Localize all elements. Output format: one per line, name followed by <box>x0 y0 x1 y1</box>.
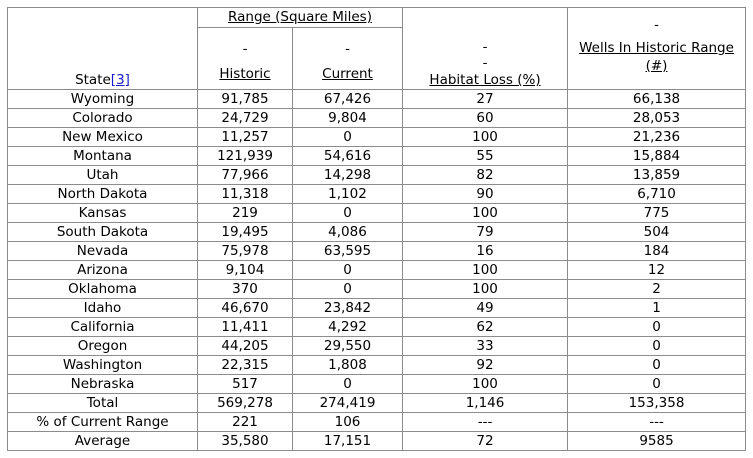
state-cell: Average <box>8 432 198 451</box>
table-row <box>8 394 746 413</box>
state-cell: Idaho <box>8 299 198 318</box>
wells-cell: 28,053 <box>568 109 746 128</box>
state-cell: Washington <box>8 356 198 375</box>
state-cell: Kansas <box>8 204 198 223</box>
wells-label-line1: Wells In Historic Range <box>579 40 734 56</box>
state-cell: Colorado <box>8 109 198 128</box>
state-cell: New Mexico <box>8 128 198 147</box>
historic-cell: 46,670 <box>198 299 293 318</box>
historic-cell: 11,411 <box>198 318 293 337</box>
wells-cell: 504 <box>568 223 746 242</box>
current-cell: 274,419 <box>293 394 403 413</box>
wells-cell: 2 <box>568 280 746 299</box>
state-header-label: State <box>75 72 111 88</box>
current-cell: 23,842 <box>293 299 403 318</box>
wells-cell: 12 <box>568 261 746 280</box>
table-row <box>8 223 746 242</box>
habitat-loss-cell: 49 <box>403 299 568 318</box>
table-row <box>8 432 746 451</box>
state-cell: Nebraska <box>8 375 198 394</box>
current-cell: 14,298 <box>293 166 403 185</box>
habitat-loss-cell: 100 <box>403 375 568 394</box>
current-cell: 106 <box>293 413 403 432</box>
habitat-loss-cell: 27 <box>403 90 568 109</box>
wells-cell: 9585 <box>568 432 746 451</box>
habitat-loss-cell: 55 <box>403 147 568 166</box>
state-cell: Nevada <box>8 242 198 261</box>
table-row <box>8 375 746 394</box>
wells-cell: 775 <box>568 204 746 223</box>
state-cell: Wyoming <box>8 90 198 109</box>
historic-column-header <box>198 28 293 90</box>
state-column-header <box>8 8 198 90</box>
habitat-loss-cell: 100 <box>403 261 568 280</box>
historic-cell: 91,785 <box>198 90 293 109</box>
wells-cell: 184 <box>568 242 746 261</box>
current-label: Current <box>322 66 373 82</box>
habitat-loss-cell: --- <box>403 413 568 432</box>
state-cell: % of Current Range <box>8 413 198 432</box>
wells-cell: 6,710 <box>568 185 746 204</box>
state-cell: Arizona <box>8 261 198 280</box>
table-row <box>8 337 746 356</box>
current-cell: 17,151 <box>293 432 403 451</box>
current-cell: 54,616 <box>293 147 403 166</box>
habitat-loss-cell: 100 <box>403 280 568 299</box>
table-row <box>8 147 746 166</box>
current-cell: 63,595 <box>293 242 403 261</box>
historic-cell: 9,104 <box>198 261 293 280</box>
sage-grouse-range-table <box>7 7 746 451</box>
table-row <box>8 185 746 204</box>
state-cell: South Dakota <box>8 223 198 242</box>
wells-cell: 0 <box>568 375 746 394</box>
historic-cell: 11,257 <box>198 128 293 147</box>
current-cell: 4,292 <box>293 318 403 337</box>
table-row <box>8 128 746 147</box>
historic-cell: 569,278 <box>198 394 293 413</box>
wells-column-header <box>568 8 746 90</box>
state-cell: North Dakota <box>8 185 198 204</box>
habitat-loss-dash-1: - <box>482 39 488 55</box>
habitat-loss-cell: 100 <box>403 128 568 147</box>
table-row <box>8 261 746 280</box>
wells-label-line2: (#) <box>645 58 668 74</box>
current-cell: 0 <box>293 280 403 299</box>
historic-cell: 221 <box>198 413 293 432</box>
current-column-header <box>293 28 403 90</box>
habitat-loss-label: Habitat Loss (%) <box>429 72 541 88</box>
habitat-loss-cell: 82 <box>403 166 568 185</box>
state-cell: Oregon <box>8 337 198 356</box>
habitat-loss-cell: 62 <box>403 318 568 337</box>
historic-cell: 77,966 <box>198 166 293 185</box>
wells-cell: 0 <box>568 356 746 375</box>
historic-cell: 517 <box>198 375 293 394</box>
table-row <box>8 109 746 128</box>
wells-cell: 153,358 <box>568 394 746 413</box>
historic-cell: 19,495 <box>198 223 293 242</box>
historic-cell: 22,315 <box>198 356 293 375</box>
current-cell: 67,426 <box>293 90 403 109</box>
habitat-loss-cell: 90 <box>403 185 568 204</box>
historic-cell: 44,205 <box>198 337 293 356</box>
habitat-loss-cell: 33 <box>403 337 568 356</box>
historic-label: Historic <box>219 66 271 82</box>
table-row <box>8 280 746 299</box>
historic-cell: 35,580 <box>198 432 293 451</box>
wells-cell: 1 <box>568 299 746 318</box>
wells-dash: - <box>654 17 659 33</box>
historic-cell: 370 <box>198 280 293 299</box>
wells-cell: 0 <box>568 318 746 337</box>
current-cell: 1,102 <box>293 185 403 204</box>
current-cell: 1,808 <box>293 356 403 375</box>
current-dash: - <box>345 41 350 57</box>
state-cell: Utah <box>8 166 198 185</box>
state-reference-link[interactable]: [3] <box>110 72 130 88</box>
habitat-loss-dash-2: - <box>482 55 488 71</box>
wells-cell: 21,236 <box>568 128 746 147</box>
wells-cell: 0 <box>568 337 746 356</box>
habitat-loss-cell: 79 <box>403 223 568 242</box>
state-cell: California <box>8 318 198 337</box>
habitat-loss-cell: 100 <box>403 204 568 223</box>
wells-cell: --- <box>568 413 746 432</box>
current-cell: 9,804 <box>293 109 403 128</box>
habitat-loss-cell: 16 <box>403 242 568 261</box>
state-cell: Total <box>8 394 198 413</box>
habitat-loss-cell: 72 <box>403 432 568 451</box>
table-body <box>8 90 746 451</box>
wells-cell: 66,138 <box>568 90 746 109</box>
table-row <box>8 413 746 432</box>
habitat-loss-cell: 1,146 <box>403 394 568 413</box>
current-cell: 0 <box>293 375 403 394</box>
habitat-loss-cell: 92 <box>403 356 568 375</box>
table-row <box>8 242 746 261</box>
historic-cell: 219 <box>198 204 293 223</box>
state-cell: Montana <box>8 147 198 166</box>
historic-cell: 75,978 <box>198 242 293 261</box>
current-cell: 29,550 <box>293 337 403 356</box>
current-cell: 0 <box>293 261 403 280</box>
table-row <box>8 90 746 109</box>
historic-cell: 121,939 <box>198 147 293 166</box>
current-cell: 0 <box>293 128 403 147</box>
historic-cell: 24,729 <box>198 109 293 128</box>
table-row <box>8 299 746 318</box>
table-row <box>8 318 746 337</box>
table-row <box>8 204 746 223</box>
table-row <box>8 166 746 185</box>
wells-cell: 15,884 <box>568 147 746 166</box>
state-cell: Oklahoma <box>8 280 198 299</box>
wells-cell: 13,859 <box>568 166 746 185</box>
table-row <box>8 356 746 375</box>
current-cell: 4,086 <box>293 223 403 242</box>
habitat-loss-column-header <box>403 8 568 90</box>
range-group-header <box>198 8 403 28</box>
current-cell: 0 <box>293 204 403 223</box>
range-group-label: Range (Square Miles) <box>228 9 372 25</box>
historic-dash: - <box>242 41 248 57</box>
habitat-loss-cell: 60 <box>403 109 568 128</box>
historic-cell: 11,318 <box>198 185 293 204</box>
